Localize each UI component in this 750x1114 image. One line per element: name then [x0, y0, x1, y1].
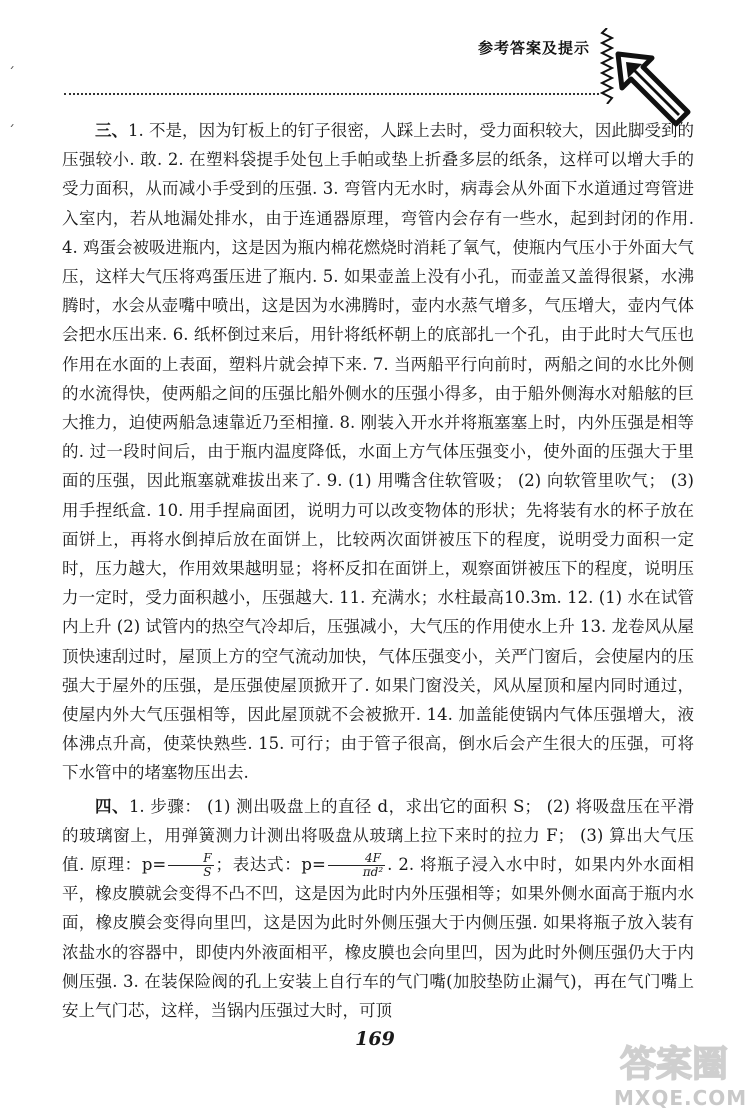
section-label: 三、 — [95, 121, 129, 140]
margin-mark: ˊ — [8, 124, 15, 140]
fraction-denominator: S — [203, 865, 212, 880]
section-text: . 2. 将瓶子浸入水中时，如果内外水面相平，橡皮膜就会变得不凸不凹，这是因为此时内外压强相等；如果外侧水面高于瓶内水面，橡皮膜会变得向里凹，这是因为此时外侧压强大于内侧压强. 如果将瓶子放入装有浓盐水的容器中，即使内外液面相平，橡皮膜也会向里凹，因为此时外侧压强仍大于内侧压强. 3. 在装保险阀的孔上安装上自行车的气门嘴(加胶垫防止漏气)，再在气门嘴上安上气门芯，这样，当锅内压强过大时，可顶 — [62, 855, 694, 1021]
margin-mark: ˊ — [8, 66, 15, 82]
section-text: 1. 步骤： (1) 测出吸盘上的直径 d，求出它的面积 S； (2) 将吸盘压在平滑的玻璃窗上，用弹簧测力计测出将吸盘从玻璃上拉下来时的拉力 F； (3) 算出大气压值. 原理：p= — [62, 796, 694, 875]
fraction-denominator: πd² — [362, 865, 384, 880]
fraction — [328, 852, 385, 879]
section-label: 四、 — [95, 796, 129, 816]
section-three — [62, 116, 694, 788]
fraction — [168, 852, 213, 879]
header-title: 参考答案及提示 — [478, 39, 591, 57]
fraction-numerator: 4F — [328, 852, 385, 866]
answer-body — [62, 116, 694, 1025]
fraction-numerator: F — [168, 852, 213, 866]
section-four — [62, 792, 694, 1026]
watermark-url: MXQE.COM — [614, 1086, 748, 1110]
watermark-logo-text: 答案圈 — [620, 1044, 729, 1085]
section-text: ；表达式：p= — [215, 855, 326, 875]
header-dotted-rule — [64, 93, 599, 95]
section-text: 1. 不是，因为钉板上的钉子很密，人踩上去时，受力面积较大，因此脚受到的压强较小. 敢. 2. 在塑料袋提手处包上手帕或垫上折叠多层的纸条，这样可以增大手的受力面积，从而减小手受到的压强. 3. 弯管内无水时，病毒会从外面下水道通过弯管进入室内，若从地漏处排水，由于连通器原理，弯管内会存有一些水，起到封闭的作用. 4. 鸡蛋会被吸进瓶内，这是因为瓶内棉花燃烧时消耗了氧气，使瓶内气压小于外面大气压，这样大气压将鸡蛋压进了瓶内. 5. 如果壶盖上没有小孔，而壶盖又盖得很紧，水沸腾时，水会从壶嘴中喷出，这是因为水沸腾时，壶内水蒸气增多，气压增大，壶内气体会把水压出来. 6. 纸杯倒过来后，用针将纸杯朝上的底部扎一个孔，由于此时大气压也作用在水面的上表面，塑料片就会掉下来. 7. 当两船平行向前时，两船之间的水比外侧的水流得快，使两船之间的压强比船外侧水的压强小得多，由于船外侧海水对船舷的巨大推力，迫使两船急速靠近乃至相撞. 8. 刚装入开水并将瓶塞塞上时，内外压强是相等的. 过一段时间后，由于瓶内温度降低，水面上方气体压强变小，使外面的压强大于里面的压强，因此瓶塞就难拔出来了. 9. (1) 用嘴含住软管吸； (2) 向软管里吹气； (3) 用手捏纸盒. 10. 用手捏扁面团，说明力可以改变物体的形状；先将装有水的杯子放在面饼上，再将水倒掉后放在面饼上，比较两次面饼被压下的程度，说明受力面积一定时，压力越大，作用效果越明显；将杯反扣在面饼上，观察面饼被压下的程度，说明压力一定时，受力面积越小，压强越大. 11. 充满水；水柱最高10.3m. 12. (1) 水在试管内上升 (2) 试管内的热空气冷却后，压强减小，大气压的作用使水上升 13. 龙卷风从屋顶快速刮过时，屋顶上方的空气流动加快，气体压强变小，关严门窗后，会使屋内的压强大于屋外的压强，是压强使屋顶掀开了. 如果门窗没关，风从屋顶和屋内同时通过，使屋内外大气压强相等，因此屋顶就不会被掀开. 14. 加盖能使锅内气体压强增大，液体沸点升高，使菜快熟些. 15. 可行；由于管子很高，倒水后会产生很大的压强，可将下水管中的堵塞物压出去. — [62, 121, 694, 783]
page-number: 169 — [355, 1028, 395, 1050]
